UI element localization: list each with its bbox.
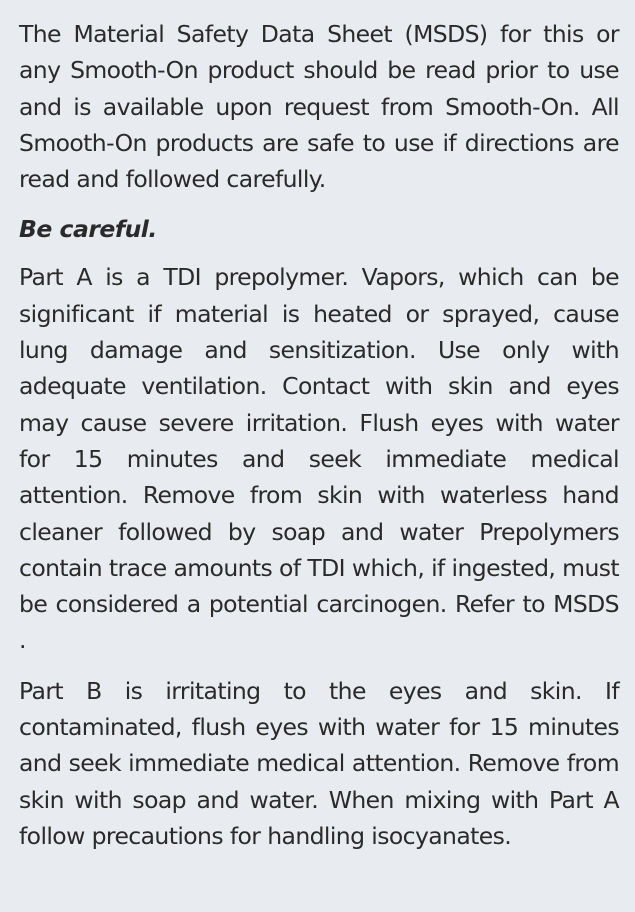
part-b-warning-paragraph: Part B is irritating to the eyes and skin. If contaminated, flush eyes with water for 15 minutes and seek immediate medical attention. Remove from skin with soap and water. When mixing with Part A follow precautions for handling isocyanates. (19, 676, 619, 850)
be-careful-heading: Be careful. (19, 215, 157, 244)
msds-intro-paragraph: The Material Safety Data Sheet (MSDS) for this or any Smooth-On product should be read prior to use and is available upon request from Smooth-On. All Smooth-On products are safe to use if directions are read and followed carefully. (19, 20, 619, 194)
part-a-warning-paragraph: Part A is a TDI prepolymer. Vapors, which can be significant if material is heated or sprayed, cause lung damage and sensitization. Use only with adequate ventilation. Contact with skin and eyes may cause severe irritation. Flush eyes with water for 15 minutes and seek immediate medical attention. Remove from skin with waterless hand cleaner followed by soap and water Prepolymers contain trace amounts of TDI which, if ingested, must be considered a potential carcinogen. Refer to MSDS . (19, 263, 619, 655)
